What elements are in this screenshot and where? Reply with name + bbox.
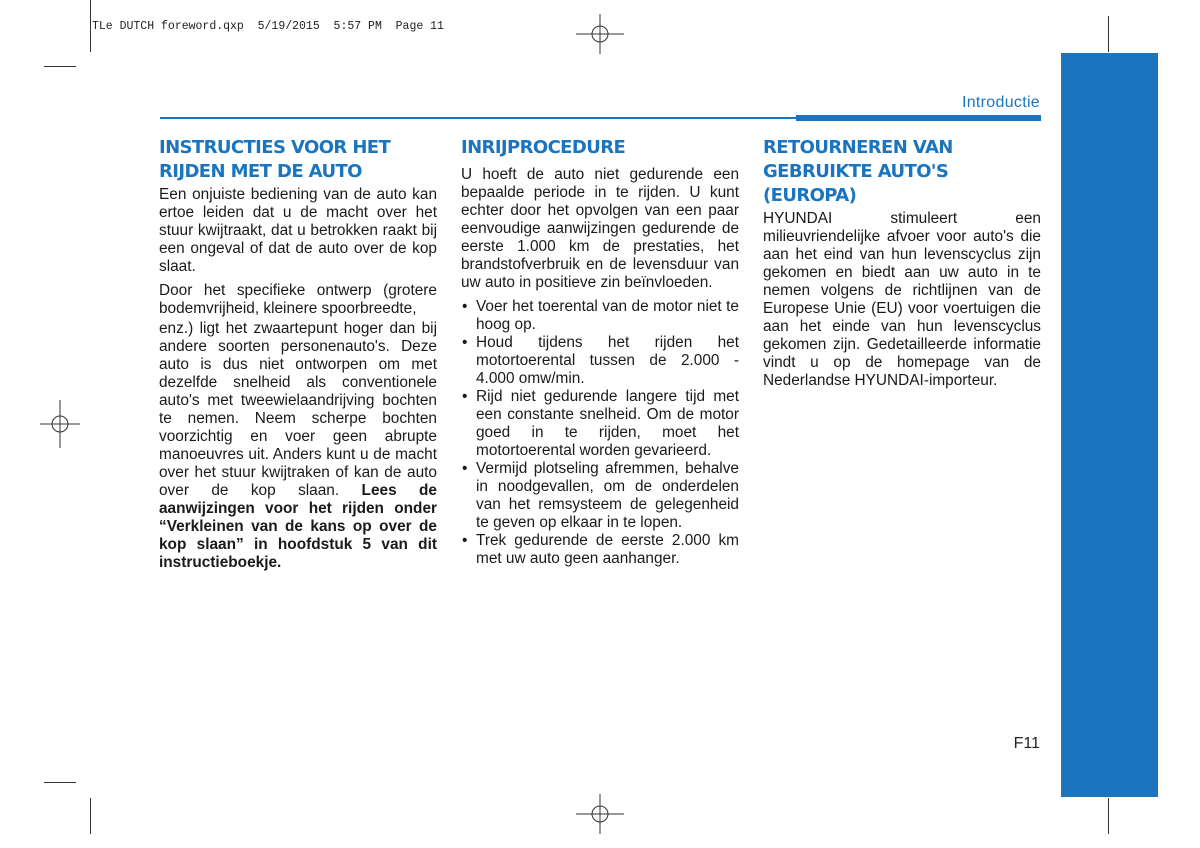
paragraph: HYUNDAI stimuleert een milieuvriendelijke afvoer voor auto's die aan het eind van hun levenscyclus zijn gekomen en biedt aan uw auto in te nemen volgens de richtlijnen van de Europese Unie (EU) voor voertuigen die aan het einde van hun levenscyclus gekomen zijn. Gedetailleerde informatie vindt u op de homepage van de Nederlandse HYUNDAI-importeur. [763, 210, 1041, 389]
list-item: • Rijd niet gedurende langere tijd met een constante snelheid. Om de motor goed in te rijden, moet het motortoerental worden gevarieerd. [461, 388, 739, 460]
crop-mark [44, 66, 76, 67]
column-driving-instructions [159, 136, 437, 578]
heading-vehicle-return [763, 136, 1041, 208]
crop-mark [1108, 798, 1109, 834]
list-item: • Voer het toerental van de motor niet te hoog op. [461, 298, 739, 334]
paragraph [159, 320, 437, 572]
crop-mark [1108, 16, 1109, 52]
chapter-tab [1061, 53, 1158, 797]
heading-break-in-procedure [461, 136, 739, 160]
paragraph-text: enz.) ligt het zwaartepunt hoger dan bij andere soorten personenauto's. Deze auto is dus niet ontworpen om met dezelfde snelheid als conventionele auto's met tweewielaandrijving bochten te nemen. Neem scherpe bochten voorzichtig en voer geen abrupte manoeuvres uit. Anders kunt u de macht over het stuur kwijtraken of kan de auto over de kop slaan. [159, 320, 437, 499]
print-slug: TLe DUTCH foreword.qxp 5/19/2015 5:57 PM Page 11 [92, 20, 444, 33]
registration-mark-icon [40, 400, 80, 448]
paragraph: Een onjuiste bediening van de auto kan ertoe leiden dat u de macht over het stuur kwijtraakt, dat u betrokken raakt bij een ongeval of dat de auto over de kop slaat. [159, 186, 437, 275]
header-rule-accent [796, 115, 1041, 121]
paragraph [159, 282, 437, 318]
heading-line: RETOURNEREN VAN [763, 137, 953, 158]
registration-mark-icon [576, 794, 624, 834]
heading-driving-instructions [159, 136, 437, 184]
crop-mark [44, 782, 76, 783]
paragraph-text: Door het specifieke ontwerp (grotere bodemvrijheid, kleinere spoorbreedte, [159, 282, 437, 317]
column-vehicle-return [763, 136, 1041, 396]
crop-mark [90, 798, 91, 834]
crop-mark [90, 0, 91, 52]
heading-line: RIJDEN MET DE AUTO [159, 161, 362, 182]
section-title: Introductie [961, 94, 1040, 111]
registration-mark-icon [576, 14, 624, 54]
heading-line: INSTRUCTIES VOOR HET [159, 137, 391, 158]
column-break-in-procedure [461, 136, 739, 568]
heading-line: INRIJPROCEDURE [461, 137, 626, 158]
header-rule [160, 117, 796, 119]
list-item: • Vermijd plotseling afremmen, behalve in noodgevallen, om de onderdelen van het remsysteem de gelegenheid te geven op elkaar in te lopen. [461, 460, 739, 532]
list-item: • Trek gedurende de eerste 2.000 km met uw auto geen aanhanger. [461, 532, 739, 568]
list-item: • Houd tijdens het rijden het motortoerental tussen de 2.000 - 4.000 omw/min. [461, 334, 739, 388]
bullet-list [461, 298, 739, 568]
page-number: F11 [1013, 735, 1040, 752]
heading-line: GEBRUIKTE AUTO'S (EUROPA) [763, 161, 949, 206]
paragraph: U hoeft de auto niet gedurende een bepaalde periode in te rijden. U kunt echter door het opvolgen van een paar eenvoudige aanwijzingen gedurende de eerste 1.000 km de prestaties, het brandstofverbruik en de levensduur van uw auto in positieve zin beïnvloeden. [461, 166, 739, 291]
paragraph-bold-reference: Lees de aanwijzingen voor het rijden onder “Verkleinen van de kans op over de kop slaan” in hoofdstuk 5 van dit instructieboekje. [159, 482, 437, 571]
